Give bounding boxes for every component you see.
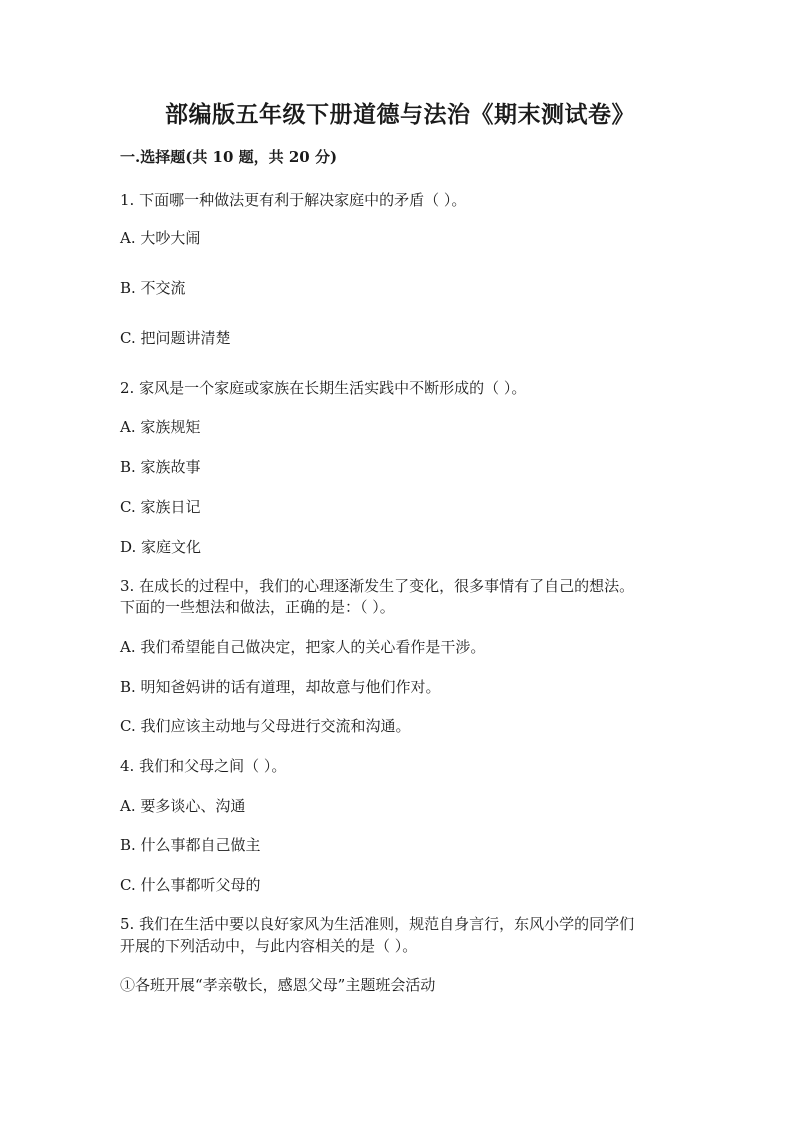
question-2-option-c: C. 家族日记 [120, 498, 201, 516]
question-5-stem-line2: 开展的下列活动中，与此内容相关的是（ ）。 [120, 937, 418, 955]
question-3-option-c: C. 我们应该主动地与父母进行交流和沟通。 [120, 717, 411, 735]
question-5-stem: 5. 我们在生活中要以良好家风为生活准则，规范自身言行，东风小学的同学们 [120, 915, 635, 933]
question-2-option-b: B. 家族故事 [120, 458, 201, 476]
question-3-option-b: B. 明知爸妈讲的话有道理，却故意与他们作对。 [120, 678, 441, 696]
question-4-option-a: A. 要多谈心、沟通 [120, 797, 246, 815]
question-2-option-d: D. 家庭文化 [120, 538, 202, 556]
question-1-option-c: C. 把问题讲清楚 [120, 329, 231, 347]
question-3-stem: 3. 在成长的过程中，我们的心理逐渐发生了变化，很多事情有了自己的想法。 [120, 577, 635, 595]
question-1-option-b: B. 不交流 [120, 279, 186, 297]
question-4-stem: 4. 我们和父母之间（ ）。 [120, 757, 287, 775]
question-5-option-1: ①各班开展“孝亲敬长，感恩父母”主题班会活动 [120, 976, 436, 994]
question-2-stem: 2. 家风是一个家庭或家族在长期生活实践中不断形成的（ ）。 [120, 379, 527, 397]
question-3-option-a: A. 我们希望能自己做决定，把家人的关心看作是干涉。 [120, 638, 486, 656]
question-4-option-c: C. 什么事都听父母的 [120, 876, 261, 894]
page-title: 部编版五年级下册道德与法治《期末测试卷》 [165, 101, 635, 128]
question-1-stem: 1. 下面哪一种做法更有利于解决家庭中的矛盾（ ）。 [120, 191, 467, 209]
question-3-stem-line2: 下面的一些想法和做法，正确的是：（ ）。 [120, 598, 395, 616]
question-4-option-b: B. 什么事都自己做主 [120, 836, 261, 854]
question-2-option-a: A. 家族规矩 [120, 418, 201, 436]
section-heading: 一.选择题(共 10 题，共 20 分) [120, 148, 338, 166]
question-1-option-a: A. 大吵大闹 [120, 229, 201, 247]
